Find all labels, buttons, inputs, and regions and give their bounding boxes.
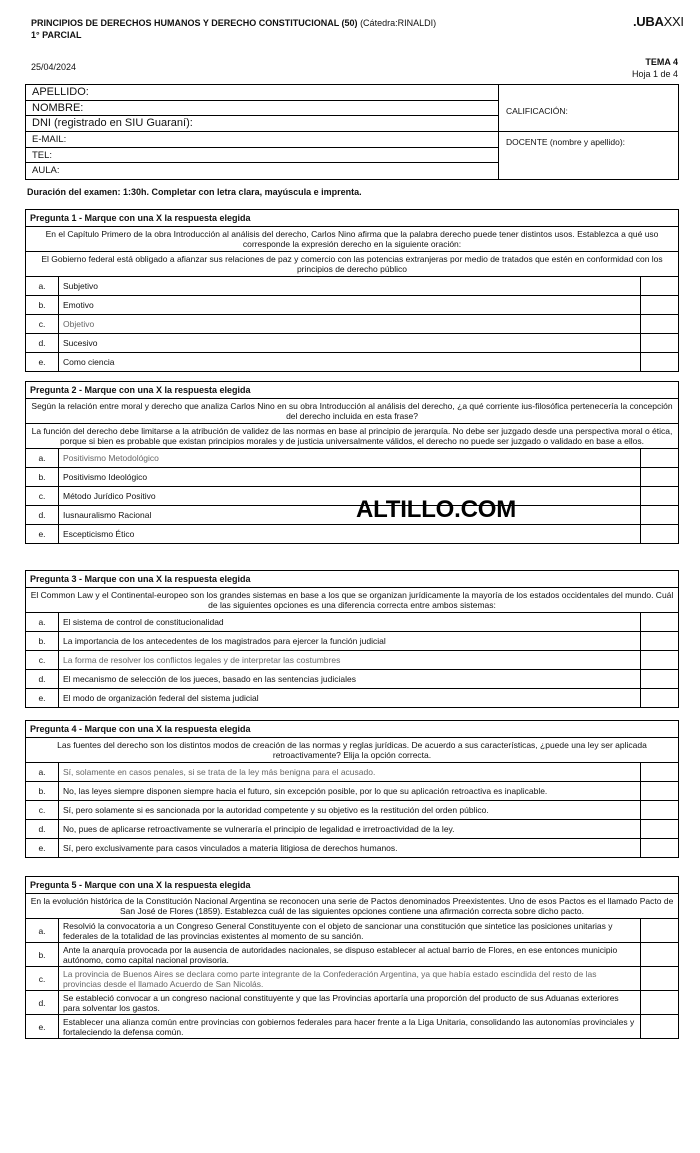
option-row: [26, 506, 678, 525]
answer-box[interactable]: [640, 967, 678, 990]
grading-divider: [499, 131, 678, 132]
answer-box[interactable]: [640, 801, 678, 819]
answer-box[interactable]: [640, 919, 678, 942]
option-letter: d.: [26, 670, 59, 688]
answer-box[interactable]: [640, 506, 678, 524]
question-prompt: El Common Law y el Continental-europeo son los grandes sistemas en base a los que se organizan jurídicamente la mayoría de los estados occidentales del mundo. Cuál de las siguientes opciones es una diferencia correcta entre ambos sistemas:: [26, 588, 678, 613]
option-letter: b.: [26, 632, 59, 650]
option-letter: b.: [26, 943, 59, 966]
option-row: [26, 353, 678, 371]
option-row: [26, 651, 678, 670]
logo-text: .UBA: [633, 14, 664, 29]
option-text: Sí, solamente en casos penales, si se trata de la ley más benigna para el acusado.: [63, 767, 376, 777]
student-form: [25, 84, 679, 180]
docente-label: DOCENTE (nombre y apellido):: [506, 137, 626, 147]
option-row: [26, 334, 678, 353]
answer-box[interactable]: [640, 651, 678, 669]
exam-header-title: [31, 17, 436, 41]
answer-box[interactable]: [640, 943, 678, 966]
option-text: Se estableció convocar a un congreso nacional constituyente y que las Provincias aportaría una proporción del producto de sus Aduanas exteriores para solventar los gastos.: [63, 992, 619, 1013]
tema-label: TEMA 4: [645, 57, 678, 67]
option-letter: e.: [26, 689, 59, 707]
option-row: [26, 943, 678, 967]
catedra: (Cátedra:RINALDI): [360, 18, 437, 28]
option-letter: e.: [26, 839, 59, 857]
option-text: El mecanismo de selección de los jueces, basado en las sentencias judiciales: [63, 674, 356, 684]
option-text: Como ciencia: [63, 357, 115, 367]
question-1: [25, 209, 679, 372]
option-row: [26, 919, 678, 943]
option-row: [26, 670, 678, 689]
option-text: Objetivo: [63, 319, 95, 329]
field-aula[interactable]: AULA:: [32, 165, 60, 177]
option-row: [26, 967, 678, 991]
option-row: [26, 468, 678, 487]
answer-box[interactable]: [640, 613, 678, 631]
answer-box[interactable]: [640, 334, 678, 352]
page-count: Hoja 1 de 4: [631, 69, 678, 79]
option-row: [26, 801, 678, 820]
exam-duration: Duración del examen: 1:30h. Completar con letra clara, mayúscula e imprenta.: [27, 187, 362, 197]
answer-box[interactable]: [640, 782, 678, 800]
calificacion-label: CALIFICACIÓN:: [506, 106, 568, 116]
answer-box[interactable]: [640, 277, 678, 295]
course-name: PRINCIPIOS DE DERECHOS HUMANOS Y DERECHO CONSTITUCIONAL (50): [31, 18, 358, 28]
option-letter: d.: [26, 506, 59, 524]
question-header: Pregunta 4 - Marque con una X la respuesta elegida: [26, 721, 678, 738]
answer-box[interactable]: [640, 991, 678, 1014]
option-text: Sí, pero solamente si es sancionada por la autoridad competente y su objetivo es la restitución del orden público.: [63, 805, 489, 815]
student-fields: [26, 85, 499, 179]
answer-box[interactable]: [640, 525, 678, 543]
option-letter: e.: [26, 353, 59, 371]
question-prompt: Según la relación entre moral y derecho que analiza Carlos Nino en su obra Introducción al análisis del derecho, ¿a qué corriente ius-filosófica pertenecería la concepción del derecho incluida en esta frase?: [26, 399, 678, 424]
option-row: [26, 613, 678, 632]
option-text: Ante la anarquía provocada por la ausencia de autoridades nacionales, se dispuso establecer al actual barrio de Flores, en ese entonces municipio autónomo, como capital nacional provisoria.: [63, 944, 618, 965]
answer-box[interactable]: [640, 449, 678, 467]
option-row: [26, 315, 678, 334]
option-row: [26, 449, 678, 468]
option-letter: a.: [26, 919, 59, 942]
option-letter: e.: [26, 1015, 59, 1038]
option-row: [26, 782, 678, 801]
option-text: Establecer una alianza común entre provincias con gobiernos federales para hacer frente a la Liga Unitaria, consolidando las autonomías provinciales y fortaleciendo la defensa común.: [63, 1016, 635, 1037]
question-header: Pregunta 3 - Marque con una X la respuesta elegida: [26, 571, 678, 588]
option-letter: a.: [26, 763, 59, 781]
question-header: Pregunta 1 - Marque con una X la respuesta elegida: [26, 210, 678, 227]
altillo-watermark: ALTILLO.COM: [356, 496, 516, 523]
question-3: [25, 570, 679, 708]
option-letter: a.: [26, 449, 59, 467]
option-text: La provincia de Buenos Aires se declara como parte integrante de la Confederación Argentina, ya que había estado escindida del resto de las provincias desde el llamado Acuerdo de San Nicolás.: [63, 968, 597, 989]
question-2: [25, 381, 679, 544]
option-text: El modo de organización federal del sistema judicial: [63, 693, 259, 703]
field-apellido[interactable]: APELLIDO:: [26, 85, 498, 101]
option-row: [26, 632, 678, 651]
question-4: [25, 720, 679, 858]
option-letter: a.: [26, 613, 59, 631]
question-prompt: En el Capítulo Primero de la obra Introducción al análisis del derecho, Carlos Nino afirma que la palabra derecho puede tener distintos usos. Establezca a qué uso corresponde la expresión derecho en la siguiente oración:: [26, 227, 678, 252]
option-letter: c.: [26, 487, 59, 505]
option-text: Sucesivo: [63, 338, 98, 348]
option-text: No, las leyes siempre disponen siempre hacia el futuro, sin excepción posible, por lo que su aplicación retroactiva es inaplicable.: [63, 786, 548, 796]
option-row: [26, 487, 678, 506]
field-email[interactable]: E-MAIL:: [26, 132, 498, 148]
logo-suffix: XXI: [663, 14, 684, 29]
answer-box[interactable]: [640, 468, 678, 486]
option-text: Positivismo Ideológico: [63, 472, 148, 482]
question-header: Pregunta 5 - Marque con una X la respuesta elegida: [26, 877, 678, 894]
field-nombre[interactable]: NOMBRE:: [26, 101, 498, 117]
option-text: El sistema de control de constitucionalidad: [63, 617, 224, 627]
answer-box[interactable]: [640, 670, 678, 688]
option-text: No, pues de aplicarse retroactivamente se vulneraría el principio de legalidad e irretroactividad de la ley.: [63, 824, 455, 834]
option-letter: d.: [26, 991, 59, 1014]
question-quote: El Gobierno federal está obligado a afianzar sus relaciones de paz y comercio con las potencias extranjeras por medio de tratados que estén en conformidad con los principios de derecho público: [26, 252, 678, 277]
option-text: Iusnauralismo Racional: [63, 510, 152, 520]
exam-date: 25/04/2024: [31, 62, 77, 72]
exam-name: 1° PARCIAL: [31, 30, 82, 40]
answer-box[interactable]: [640, 763, 678, 781]
option-letter: b.: [26, 782, 59, 800]
option-text: Positivismo Metodológico: [63, 453, 159, 463]
option-letter: e.: [26, 525, 59, 543]
uba-logo: [633, 14, 684, 29]
question-quote: La función del derecho debe limitarse a la atribución de validez de las normas en base al principio de jerarquía. No debe ser juzgado desde una perspectiva moral o ética, porque si bien es probable que existan principios morales y de justicia universalmente válidos, el derecho no puede ser juzgado o validado en base a ellos.: [26, 424, 678, 449]
option-row: [26, 1015, 678, 1038]
option-letter: d.: [26, 820, 59, 838]
option-letter: c.: [26, 801, 59, 819]
field-tel[interactable]: TEL:: [26, 148, 498, 164]
field-dni[interactable]: DNI (registrado en SIU Guaraní):: [26, 116, 498, 132]
tema-block: [632, 56, 678, 80]
option-text: La importancia de los antecedentes de los magistrados para ejercer la función judicial: [63, 636, 386, 646]
question-5: [25, 876, 679, 1039]
option-letter: a.: [26, 277, 59, 295]
question-prompt: Las fuentes del derecho son los distintos modos de creación de las normas y reglas jurídicas. De acuerdo a sus características, ¿puede una ley ser aplicada retroactivamente? Elija la opción correcta.: [26, 738, 678, 763]
answer-box[interactable]: [640, 1015, 678, 1038]
option-text: Resolvió la convocatoria a un Congreso General Constituyente con el objeto de sancionar una constitución que sintetice las posiciones unitarias y federales de la totalidad de las provincias existentes al momento de su sanción.: [63, 920, 613, 941]
option-letter: c.: [26, 651, 59, 669]
grading-box: [499, 85, 678, 179]
option-letter: b.: [26, 468, 59, 486]
option-text: Escepticismo Ético: [63, 529, 135, 539]
option-letter: c.: [26, 315, 59, 333]
answer-box[interactable]: [640, 839, 678, 857]
answer-box[interactable]: [640, 487, 678, 505]
option-letter: c.: [26, 967, 59, 990]
question-prompt: En la evolución histórica de la Constitución Nacional Argentina se reconocen una serie de Pactos denominados Preexistentes. Uno de esos Pactos es el llamado Pacto de San José de Flores (1859). Establezca cuál de las siguientes opciones contiene una afirmación correcta sobre dicho pacto.: [26, 894, 678, 919]
question-header: Pregunta 2 - Marque con una X la respuesta elegida: [26, 382, 678, 399]
option-row: [26, 525, 678, 543]
option-row: [26, 689, 678, 707]
option-text: La forma de resolver los conflictos legales y de interpretar las costumbres: [63, 655, 341, 665]
option-text: Subjetivo: [63, 281, 98, 291]
answer-box[interactable]: [640, 820, 678, 838]
option-text: Sí, pero exclusivamente para casos vinculados a materia litigiosa de derechos humanos.: [63, 843, 398, 853]
answer-box[interactable]: [640, 296, 678, 314]
answer-box[interactable]: [640, 353, 678, 371]
option-row: [26, 991, 678, 1015]
option-row: [26, 820, 678, 839]
option-text: Método Jurídico Positivo: [63, 491, 156, 501]
option-row: [26, 839, 678, 857]
option-text: Emotivo: [63, 300, 94, 310]
answer-box[interactable]: [640, 315, 678, 333]
option-letter: d.: [26, 334, 59, 352]
option-row: [26, 277, 678, 296]
option-letter: b.: [26, 296, 59, 314]
option-row: [26, 763, 678, 782]
answer-box[interactable]: [640, 632, 678, 650]
answer-box[interactable]: [640, 689, 678, 707]
option-row: [26, 296, 678, 315]
